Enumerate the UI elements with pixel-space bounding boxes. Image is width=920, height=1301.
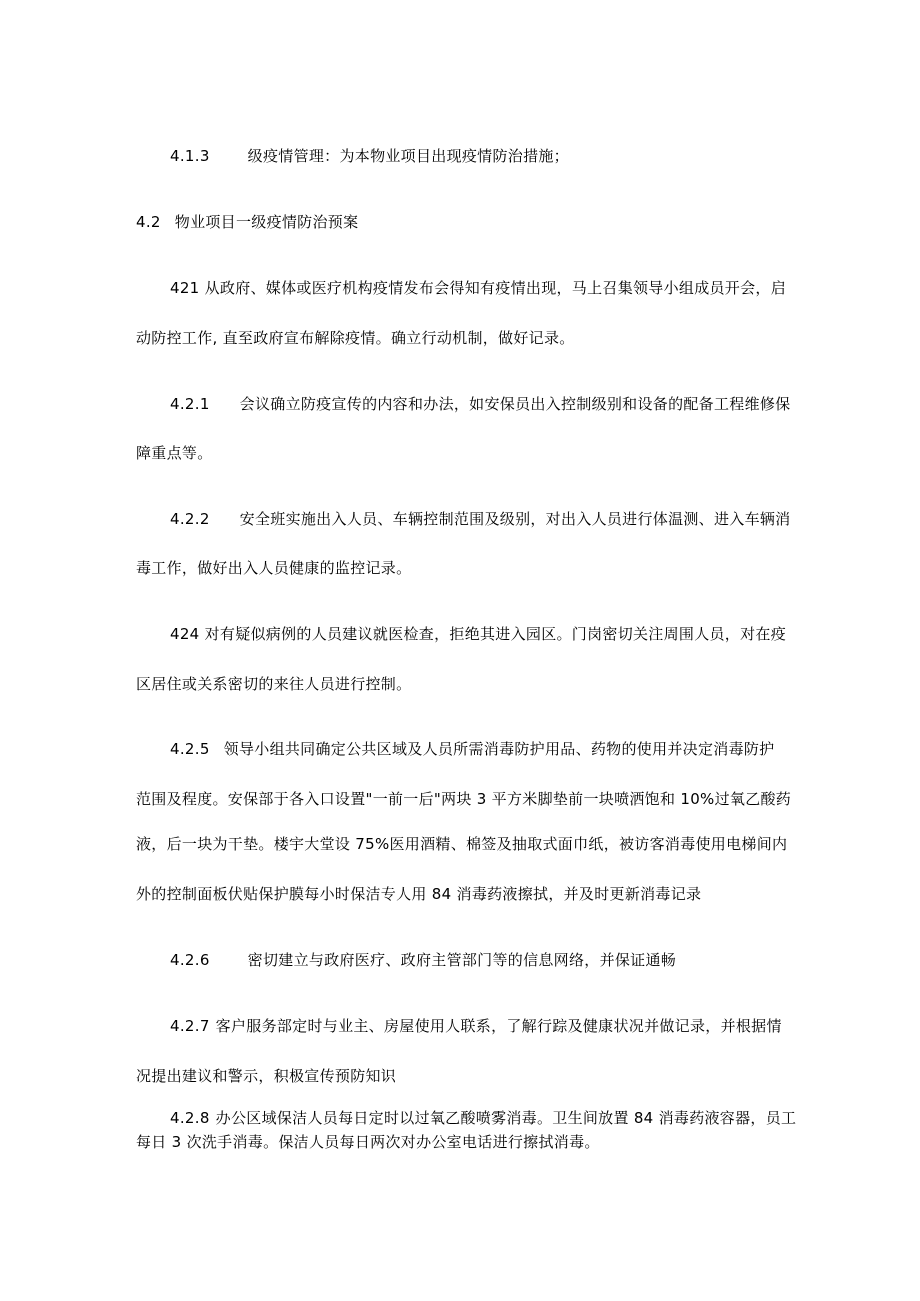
section-number: 4.2.7 (170, 1017, 210, 1035)
section-text: 安全班实施出入人员、车辆控制范围及级别，对出入人员进行体温测、进入车辆消 (239, 510, 791, 528)
section-text: 办公区域保洁人员每日定时以过氧乙酸喷雾消毒。卫生间放置 84 消毒药液容器，员工 (215, 1109, 797, 1127)
paragraph-424-line-2: 区居住或关系密切的来往人员进行控制。 (136, 675, 412, 693)
section-4-2-heading (136, 212, 786, 232)
section-4-2-6 (170, 950, 820, 970)
section-title: 物业项目一级疫情防治预案 (174, 213, 359, 231)
section-text: 会议确立防疫宣传的内容和办法，如安保员出入控制级别和设备的配备工程维修保 (239, 395, 791, 413)
section-text: 密切建立与政府医疗、政府主管部门等的信息网络，并保证通畅 (247, 951, 677, 969)
section-4-2-5-line-4: 外的控制面板伏贴保护膜每小时保洁专人用 84 消毒药液擦拭，并及时更新消毒记录 (136, 885, 702, 903)
section-4-1-3 (170, 146, 820, 166)
section-4-2-5-line-2: 范围及程度。安保部于各入口设置"一前一后"两块 3 平方米脚垫前一块喷洒饱和 10%过氧乙酸药 (136, 790, 792, 808)
section-number: 4.1.3 (170, 147, 210, 165)
paragraph-424-line-1: 424 对有疑似病例的人员建议就医检查，拒绝其进入园区。门岗密切关注周围人员，对在疫 (170, 625, 787, 643)
section-4-2-2-line-2: 毒工作，做好出入人员健康的监控记录。 (136, 559, 412, 577)
section-number: 4.2 (136, 213, 161, 231)
section-4-2-1-line-1 (170, 394, 820, 414)
section-4-2-7-line-1 (170, 1016, 820, 1036)
section-number: 4.2.5 (170, 740, 210, 758)
section-4-2-8-line-2: 每日 3 次洗手消毒。保洁人员每日两次对办公室电话进行擦拭消毒。 (136, 1133, 600, 1151)
section-text: 领导小组共同确定公共区域及人员所需消毒防护用品、药物的使用并决定消毒防护 (223, 740, 775, 758)
section-number: 4.2.6 (170, 951, 210, 969)
section-number: 4.2.2 (170, 510, 210, 528)
section-number: 4.2.1 (170, 395, 210, 413)
section-4-2-8-line-1 (170, 1108, 820, 1128)
section-4-2-1-line-2: 障重点等。 (136, 444, 213, 462)
section-4-2-7-line-2: 况提出建议和警示，积极宣传预防知识 (136, 1067, 397, 1085)
section-4-2-5-line-1 (170, 739, 820, 759)
section-text: 级疫情管理：为本物业项目出现疫情防治措施； (247, 147, 569, 165)
paragraph-421-line-1: 421 从政府、媒体或医疗机构疫情发布会得知有疫情出现，马上召集领导小组成员开会，启 (170, 279, 787, 297)
section-4-2-2-line-1 (170, 509, 820, 529)
section-4-2-5-line-3: 液，后一块为干垫。楼宇大堂设 75%医用酒精、棉签及抽取式面巾纸，被访客消毒使用电梯间内 (136, 835, 788, 853)
paragraph-421-line-2: 动防控工作, 直至政府宣布解除疫情。确立行动机制，做好记录。 (136, 329, 575, 347)
section-number: 4.2.8 (170, 1109, 210, 1127)
section-text: 客户服务部定时与业主、房屋使用人联系，了解行踪及健康状况并做记录，并根据情 (215, 1017, 782, 1035)
